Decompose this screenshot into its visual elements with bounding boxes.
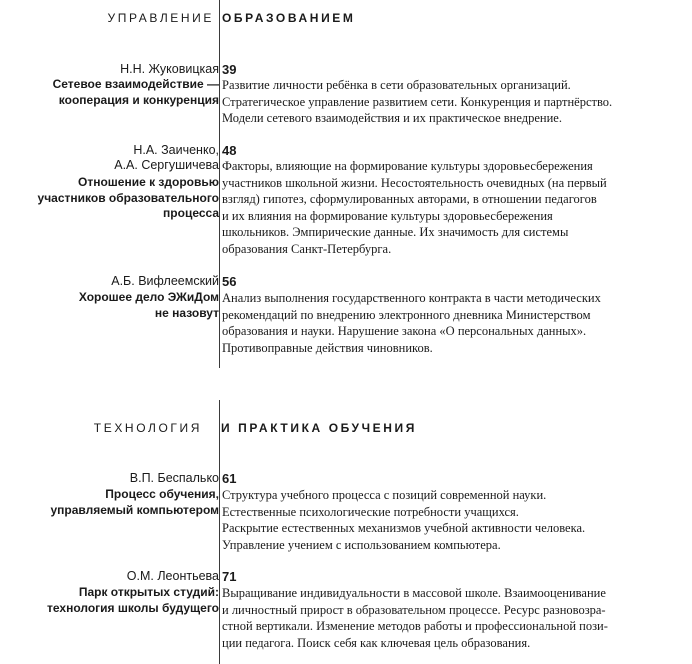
article-description: Развитие личности ребёнка в сети образовательных организаций. Стратегическое управление развитием сети. Конкуренция и партнёрство. Модели сетевого взаимодействия и их практическое внедрение.	[222, 78, 613, 125]
section-heading-left: ТЕХНОЛОГИЯ	[93, 421, 202, 435]
page-number: 48	[222, 143, 237, 158]
page-number: 56	[222, 274, 237, 289]
section-heading-management	[0, 9, 692, 27]
article-author: О.М. Леонтьева	[126, 569, 219, 583]
column-divider-bottom	[219, 400, 220, 664]
article-title: Процесс обучения, управляемый компьютером	[50, 487, 219, 517]
article-author: Н.Н. Жуковицкая	[120, 62, 219, 76]
section-heading-right: ОБРАЗОВАНИЕМ	[222, 11, 356, 25]
article-author: А.Б. Вифлеемский	[111, 274, 219, 288]
page-number: 61	[222, 471, 237, 486]
section-heading-left: УПРАВЛЕНИЕ	[107, 11, 214, 25]
article-title: Отношение к здоровью участников образовательного процесса	[37, 175, 219, 221]
section-heading-technology	[0, 419, 692, 437]
article-title: Сетевое взаимодействие — кооперация и конкуренция	[52, 77, 219, 107]
article-title: Хорошее дело ЭЖиДом не назовут	[78, 290, 219, 320]
section-heading-right: И ПРАКТИКА ОБУЧЕНИЯ	[221, 421, 417, 435]
article-title: Парк открытых студий: технология школы будущего	[47, 585, 219, 615]
column-divider-top	[219, 0, 220, 368]
article-author: Н.А. Заиченко, А.А. Сергушичева	[114, 143, 219, 172]
article-description: Анализ выполнения государственного контракта в части методических рекомендаций по внедрению электронного дневника Министерством образования и науки. Нарушение закона «О персональных данных». Противоправные действия чиновников.	[222, 291, 601, 355]
article-description: Структура учебного процесса с позиций современной науки. Естественные психологические потребности учащихся. Раскрытие естественных механизмов учебной активности человека. Управление учением с использованием компьютера.	[222, 488, 586, 552]
article-description: Выращивание индивидуальности в массовой школе. Взаимооценивание и личностный прирост в образовательном процессе. Ресурс разновозра- стной вертикали. Изменение методов работы и профессиональной пози- ции педагога. Поиск себя как ключевая цель образования.	[222, 586, 608, 650]
article-author: В.П. Беспалько	[129, 471, 219, 485]
page-number: 39	[222, 62, 237, 77]
page-number: 71	[222, 569, 237, 584]
article-description: Факторы, влияющие на формирование культуры здоровьесбережения участников школьной жизни. Несостоятельность очевидных (на первый взгляд) гипотез, сформулированных авторами, в отношении педагогов и их влияния на формирование культуры здоровьесбережения школьников. Эмпирические данные. Их значимость для системы образования Санкт-Петербурга.	[222, 159, 607, 256]
